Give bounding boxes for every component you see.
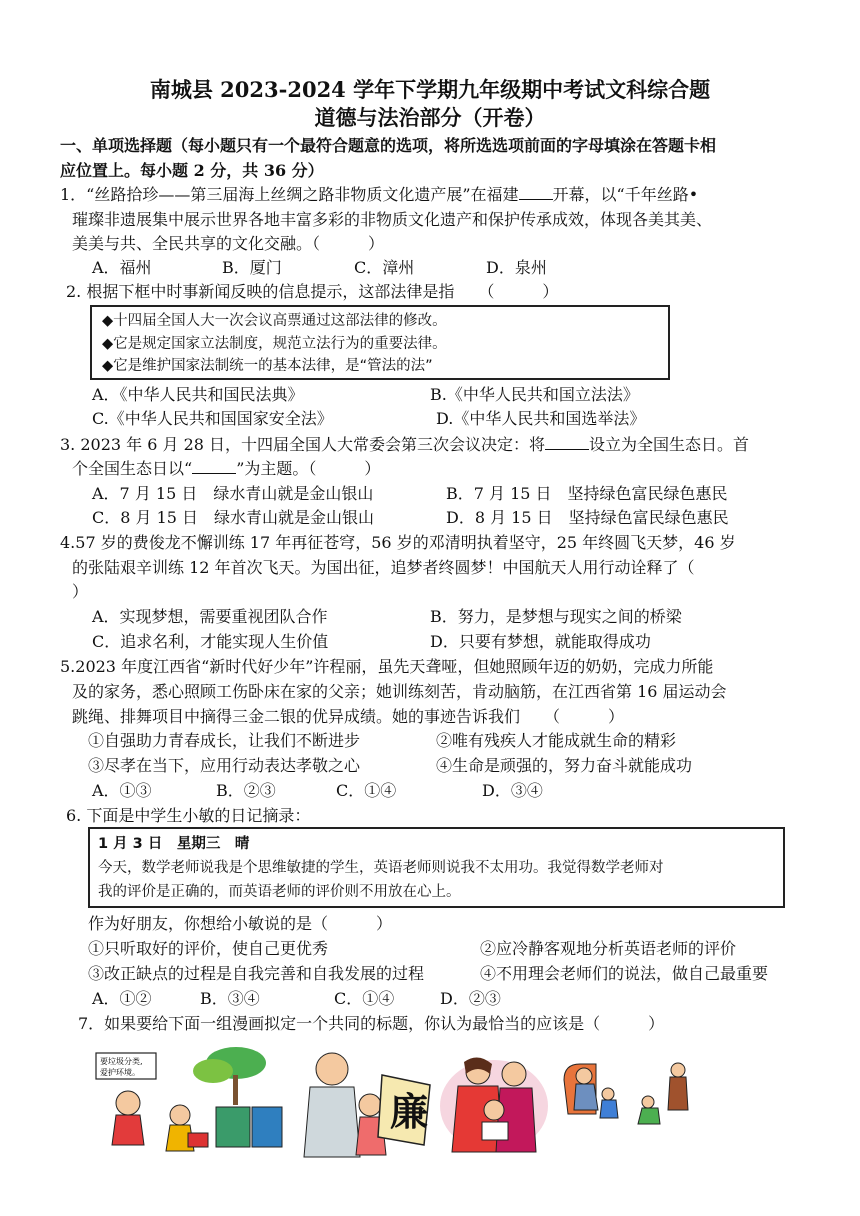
- child-one-head: [602, 1088, 614, 1100]
- q4-option-c: C．追求名利，才能实现人生价值: [92, 632, 329, 651]
- cartoon-respect-elders: [560, 1050, 690, 1130]
- tree-crown-icon: [193, 1059, 233, 1083]
- q3-line2: [72, 457, 380, 481]
- q2-stem: 2. 根据下框中时事新闻反映的信息提示，这部法律是指 （ ）: [66, 282, 559, 301]
- man-head: [316, 1053, 348, 1085]
- cartoon-integrity: [296, 1045, 436, 1160]
- q5-option-c: C．①④: [336, 781, 397, 800]
- father-body: [496, 1088, 536, 1152]
- q3-option-b: B．7 月 15 日 坚持绿色富民绿色惠民: [446, 484, 728, 503]
- child-head: [359, 1094, 381, 1116]
- q5-statement-2: ②唯有残疾人才能成就生命的精彩: [436, 731, 677, 750]
- q5-line3: 跳绳、排舞项目中摘得三金二银的优异成绩。她的事迹告诉我们 （ ）: [72, 707, 625, 726]
- q1-option-c: C．漳州: [354, 258, 415, 277]
- q6-diary-box: [88, 827, 785, 908]
- q4-line2: 的张陆艰辛训练 12 年首次飞天。为国出征，追梦者终圆梦！中国航天人用行动诠释了（: [72, 558, 695, 577]
- trash-bin-icon: [216, 1107, 250, 1147]
- grandma-head: [576, 1068, 592, 1084]
- q6-diary-line1: 今天，数学老师说我是个思维敏捷的学生，英语老师则说我不太用功。我觉得数学老师对: [98, 860, 664, 876]
- q5-line2: 及的家务，悉心照顾工伤卧床在家的父亲；她训练刻苦，肯动脑筋，在江西省第 16 届运动会: [72, 682, 727, 701]
- q6-diary-line2: 我的评价是正确的，而英语老师的评价则不用放在心上。: [98, 884, 461, 900]
- q2-box-line2: ◆它是规定国家立法制度，规范立法行为的重要法律。: [102, 336, 447, 352]
- q6-diary-date: 1 月 3 日 星期三 晴: [98, 836, 250, 852]
- adult-body: [668, 1077, 688, 1110]
- q6-option-d: D．②③: [440, 989, 501, 1008]
- q6-statement-4: ④不用理会老师们的说法，做自己最重要: [480, 964, 769, 983]
- q3-line1: [60, 433, 749, 457]
- q1-line1-a: 1．“丝路拾珍——第三届海上丝绸之路非物质文化遗产展”在福建: [60, 185, 519, 204]
- q2-option-a: A．《中华人民共和国民法典》: [92, 385, 304, 404]
- section-instruction-line2: 应位置上。每小题 2 分，共 36 分）: [60, 161, 324, 180]
- q3-blank1: [545, 435, 589, 450]
- q2-box-line1: ◆十四届全国人大一次会议高票通过这部法律的修改。: [102, 313, 447, 329]
- q5-statement-3: ③尽孝在当下，应用行动表达孝敬之心: [88, 756, 361, 775]
- q5-option-b: B．②③: [216, 781, 276, 800]
- q1-option-b: B．厦门: [222, 258, 282, 277]
- q2-option-c: C.《中华人民共和国国家安全法》: [92, 409, 333, 428]
- trash-bin-icon: [252, 1107, 282, 1147]
- kid-head: [484, 1100, 504, 1120]
- girl-body: [112, 1115, 144, 1145]
- q2-option-b: B.《中华人民共和国立法法》: [430, 385, 639, 404]
- father-head: [502, 1062, 526, 1086]
- book-icon: [482, 1122, 508, 1140]
- q3-line2-a: 个全国生态日以“: [72, 459, 193, 478]
- q3-option-d: D．8 月 15 日 坚持绿色富民绿色惠民: [446, 508, 729, 527]
- q4-option-a: A．实现梦想，需要重视团队合作: [92, 607, 328, 626]
- q1-line2: 璀璨非遗展集中展示世界各地丰富多彩的非物质文化遗产和保护传承成效，体现各美其美、: [72, 210, 713, 229]
- q4-option-d: D．只要有梦想，就能取得成功: [430, 632, 651, 651]
- section-instruction-line1: 一、单项选择题（每小题只有一个最符合题意的选项，将所选选项前面的字母填涂在答题卡相: [60, 136, 717, 155]
- boy-head: [170, 1105, 190, 1125]
- q3-blank2: [192, 459, 236, 474]
- q1-option-a: A．福州: [92, 258, 152, 277]
- q3-line2-b: ”为主题。（ ）: [236, 459, 381, 478]
- q2-option-d: D.《中华人民共和国选举法》: [436, 409, 646, 428]
- exam-subtitle: 道德与法治部分（开卷）: [314, 105, 546, 130]
- bubble-text-2: 爱护环境。: [100, 1068, 140, 1077]
- tree-trunk: [233, 1075, 238, 1105]
- bubble-text-1: 要垃圾分类,: [100, 1057, 143, 1066]
- child-two-head: [642, 1096, 654, 1108]
- man-body: [304, 1087, 360, 1157]
- q5-option-d: D．③④: [482, 781, 543, 800]
- q3-line1-b: 设立为全国生态日。首: [589, 435, 750, 454]
- q6-ask: 作为好朋友，你想给小敏说的是（ ）: [88, 914, 393, 933]
- q6-statement-2: ②应冷静客观地分析英语老师的评价: [480, 939, 737, 958]
- bucket-icon: [188, 1133, 208, 1147]
- adult-head: [671, 1063, 685, 1077]
- q5-option-a: A．①③: [92, 781, 152, 800]
- q1-line1-b: 开幕，以“千年丝路•: [552, 185, 699, 204]
- q5-statement-4: ④生命是顽强的，努力奋斗就能成功: [436, 756, 693, 775]
- q2-box-line3: ◆它是维护国家法制统一的基本法律，是“管法的法”: [102, 358, 433, 374]
- q6-option-a: A．①②: [92, 989, 152, 1008]
- cartoon-family-reading: [438, 1048, 550, 1156]
- q6-option-c: C．①④: [334, 989, 395, 1008]
- q3-option-a: A．7 月 15 日 绿水青山就是金山银山: [92, 484, 374, 503]
- q3-option-c: C．8 月 15 日 绿水青山就是金山银山: [92, 508, 375, 527]
- q4-option-b: B．努力，是梦想与现实之间的桥梁: [430, 607, 682, 626]
- q4-line3: ）: [72, 582, 89, 601]
- q2-news-box: [90, 305, 670, 380]
- q6-option-b: B．③④: [200, 989, 260, 1008]
- q1-option-d: D．泉州: [486, 258, 547, 277]
- q1-line3: 美美与共、全民共享的文化交融。（ ）: [72, 234, 385, 253]
- q6-stem: 6. 下面是中学生小敏的日记摘录：: [66, 806, 311, 825]
- q6-statement-1: ①只听取好的评价，使自己更优秀: [88, 939, 329, 958]
- child-two-body: [638, 1108, 660, 1124]
- girl-head: [116, 1091, 140, 1115]
- q7-stem: 7．如果要给下面一组漫画拟定一个共同的标题，你认为最恰当的应该是（ ）: [78, 1014, 665, 1033]
- q3-line1-a: 3. 2023 年 6 月 28 日，十四届全国人大常委会第三次会议决定：将: [60, 435, 546, 454]
- q1-blank: [519, 185, 553, 200]
- q5-statement-1: ①自强助力青春成长，让我们不断进步: [88, 731, 361, 750]
- exam-title: 南城县 2023-2024 学年下学期九年级期中考试文科综合题: [149, 77, 711, 102]
- calligraphy-character: 廉: [390, 1089, 429, 1134]
- child-one-body: [600, 1100, 618, 1118]
- q5-line1: 5.2023 年度江西省“新时代好少年”许程丽，虽先天聋哑，但她照顾年迈的奶奶，完成力所能: [60, 657, 714, 676]
- grandma-body: [574, 1084, 598, 1110]
- cartoon-garbage-sorting: [88, 1045, 288, 1160]
- q1-line1: [60, 183, 698, 207]
- q4-line1: 4.57 岁的费俊龙不懈训练 17 年再征苍穹，56 岁的邓清明执着坚守，25 年终圆飞天梦，46 岁: [60, 533, 736, 552]
- q6-statement-3: ③改正缺点的过程是自我完善和自我发展的过程: [88, 964, 425, 983]
